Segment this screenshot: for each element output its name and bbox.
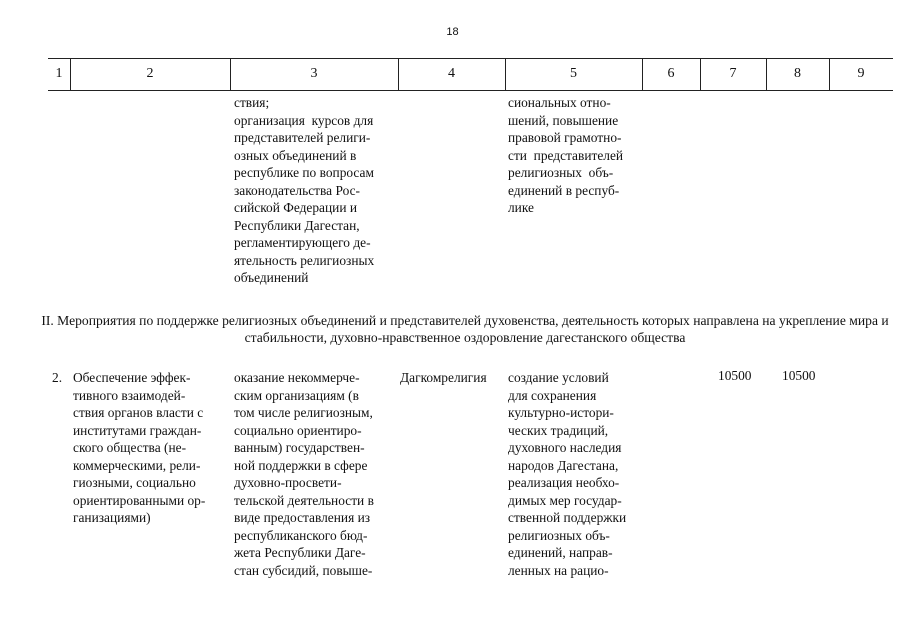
column-header-7: 7 bbox=[729, 66, 737, 81]
row-2-col8: 10500 bbox=[782, 368, 816, 383]
column-header-3: 3 bbox=[310, 66, 318, 81]
continued-row-col5: сиональных отно- шений, повышение правовой грамотно- сти представителей религиозных объ- единений в респуб- лике bbox=[508, 95, 624, 215]
column-header-4: 4 bbox=[448, 66, 455, 81]
continued-row-col3: ствия; организация курсов для представителей религи- озных объединений в республике по вопросам законодательства Рос- сийской Федерации и Республики Дагестан, регламентирующего де- ятельность религиозных объединений bbox=[234, 95, 375, 285]
column-header-2: 2 bbox=[146, 66, 154, 81]
column-header-9: 9 bbox=[857, 66, 865, 81]
column-header-5: 5 bbox=[570, 66, 577, 81]
column-header-1: 1 bbox=[55, 66, 63, 81]
row-2-col5: создание условий для сохранения культурно-истори- ческих традиций, духовного наследия народов Дагестана, реализация необхо- димых мер государ- ственной поддержки религиозных объ- единений, направ- ленных на рацио- bbox=[508, 370, 627, 578]
row-2-col3: оказание некоммерче- ским организациям (в том числе религиозным, социально ориентиро- ванным) государствен- ной поддержки в сфере духовно-просвети- тельской деятельности в виде предоставления из республиканского бюд- жета Республики Даге- стан субсидий, повыше- bbox=[234, 370, 374, 578]
column-header-6: 6 bbox=[667, 66, 675, 81]
row-2-col2: Обеспечение эффек- тивного взаимодей- ствия органов власти с институтами граждан- ского общества (не- коммерческими, рели- гиозными, социально ориентированными ор- ганизациями) bbox=[73, 370, 206, 525]
row-2-col4: Дагкомрелигия bbox=[400, 370, 487, 385]
column-header-8: 8 bbox=[794, 66, 801, 81]
page-number: 18 bbox=[446, 26, 459, 38]
row-2-col7: 10500 bbox=[718, 368, 752, 383]
row-2-number: 2. bbox=[52, 370, 63, 385]
section-heading: II. Мероприятия по поддержке религиозных объединений и представителей духовенства, деятельность которых направлена на укрепление мира и стабильности, духовно-нравственное оздоровление дагестанского общества bbox=[41, 313, 889, 345]
